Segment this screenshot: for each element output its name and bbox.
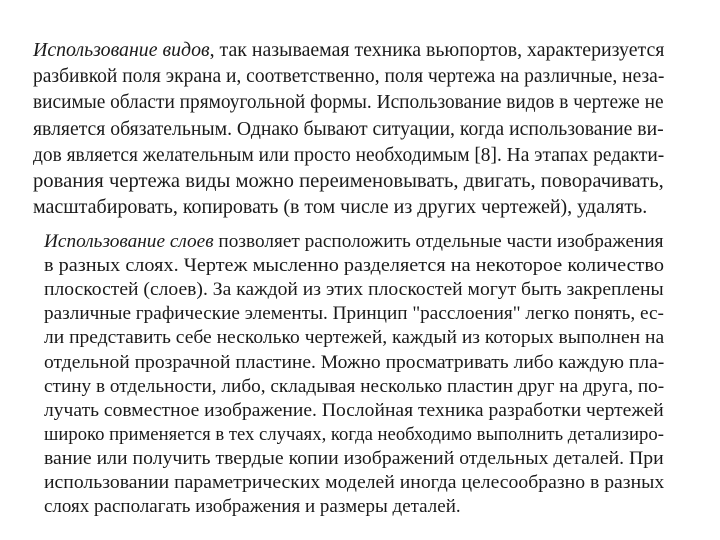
text-line: различные графические элементы. Принцип "расслоения" легко понять, ес- — [44, 303, 664, 325]
text-line: дов является желательным или просто необходимым [8]. На этапах редакти- — [33, 143, 665, 166]
text-line: висимые области прямоугольной формы. Использование видов в чертеже не — [33, 91, 664, 114]
text-line: отдельной прозрачной пластине. Можно просматривать либо каждую пла- — [44, 351, 665, 373]
text-line: использовании параметрических моделей иногда целесообразно в разных — [44, 472, 665, 493]
text-line — [44, 230, 664, 254]
line-text: позволяет расположить отдельные части изображения — [213, 231, 664, 252]
text-line — [33, 38, 664, 62]
text-line: ли представить себе несколько чертежей, каждый из которых выполнен на — [44, 327, 665, 349]
text-line: вание или получить твердые копии изображений отдельных деталей. При — [44, 447, 664, 469]
text-line: разбивкой поля экрана и, соответственно, поля чертежа на различные, неза- — [33, 65, 665, 88]
term-layers: Использование слоев — [44, 231, 214, 252]
text-line: слоях располагать изображения и размеры деталей. — [44, 496, 461, 518]
text-line: является обязательным. Однако бывают ситуации, когда использование ви- — [33, 117, 664, 140]
text-line: стину в отдельности, либо, складывая несколько пластин друг на друга, по- — [44, 375, 665, 397]
text-line: плоскостей (слоев). За каждой из этих плоскостей могут быть закреплены — [44, 279, 664, 301]
text-line: в разных слоях. Чертеж мысленно разделяется на некоторое количество — [44, 255, 664, 277]
text-line: лучать совместное изображение. Послойная техника разработки чертежей — [44, 399, 664, 421]
text-line: широко применяется в тех случаях, когда необходимо выполнить детализиро- — [44, 423, 664, 445]
text-line: рования чертежа виды можно переименовывать, двигать, поворачивать, — [33, 170, 664, 192]
line-text: , так называемая техника вьюпортов, характеризуется — [209, 39, 665, 61]
term-views: Использование видов — [33, 39, 210, 61]
text-line: масштабировать, копировать (в том числе из других чертежей), удалять. — [33, 196, 648, 219]
